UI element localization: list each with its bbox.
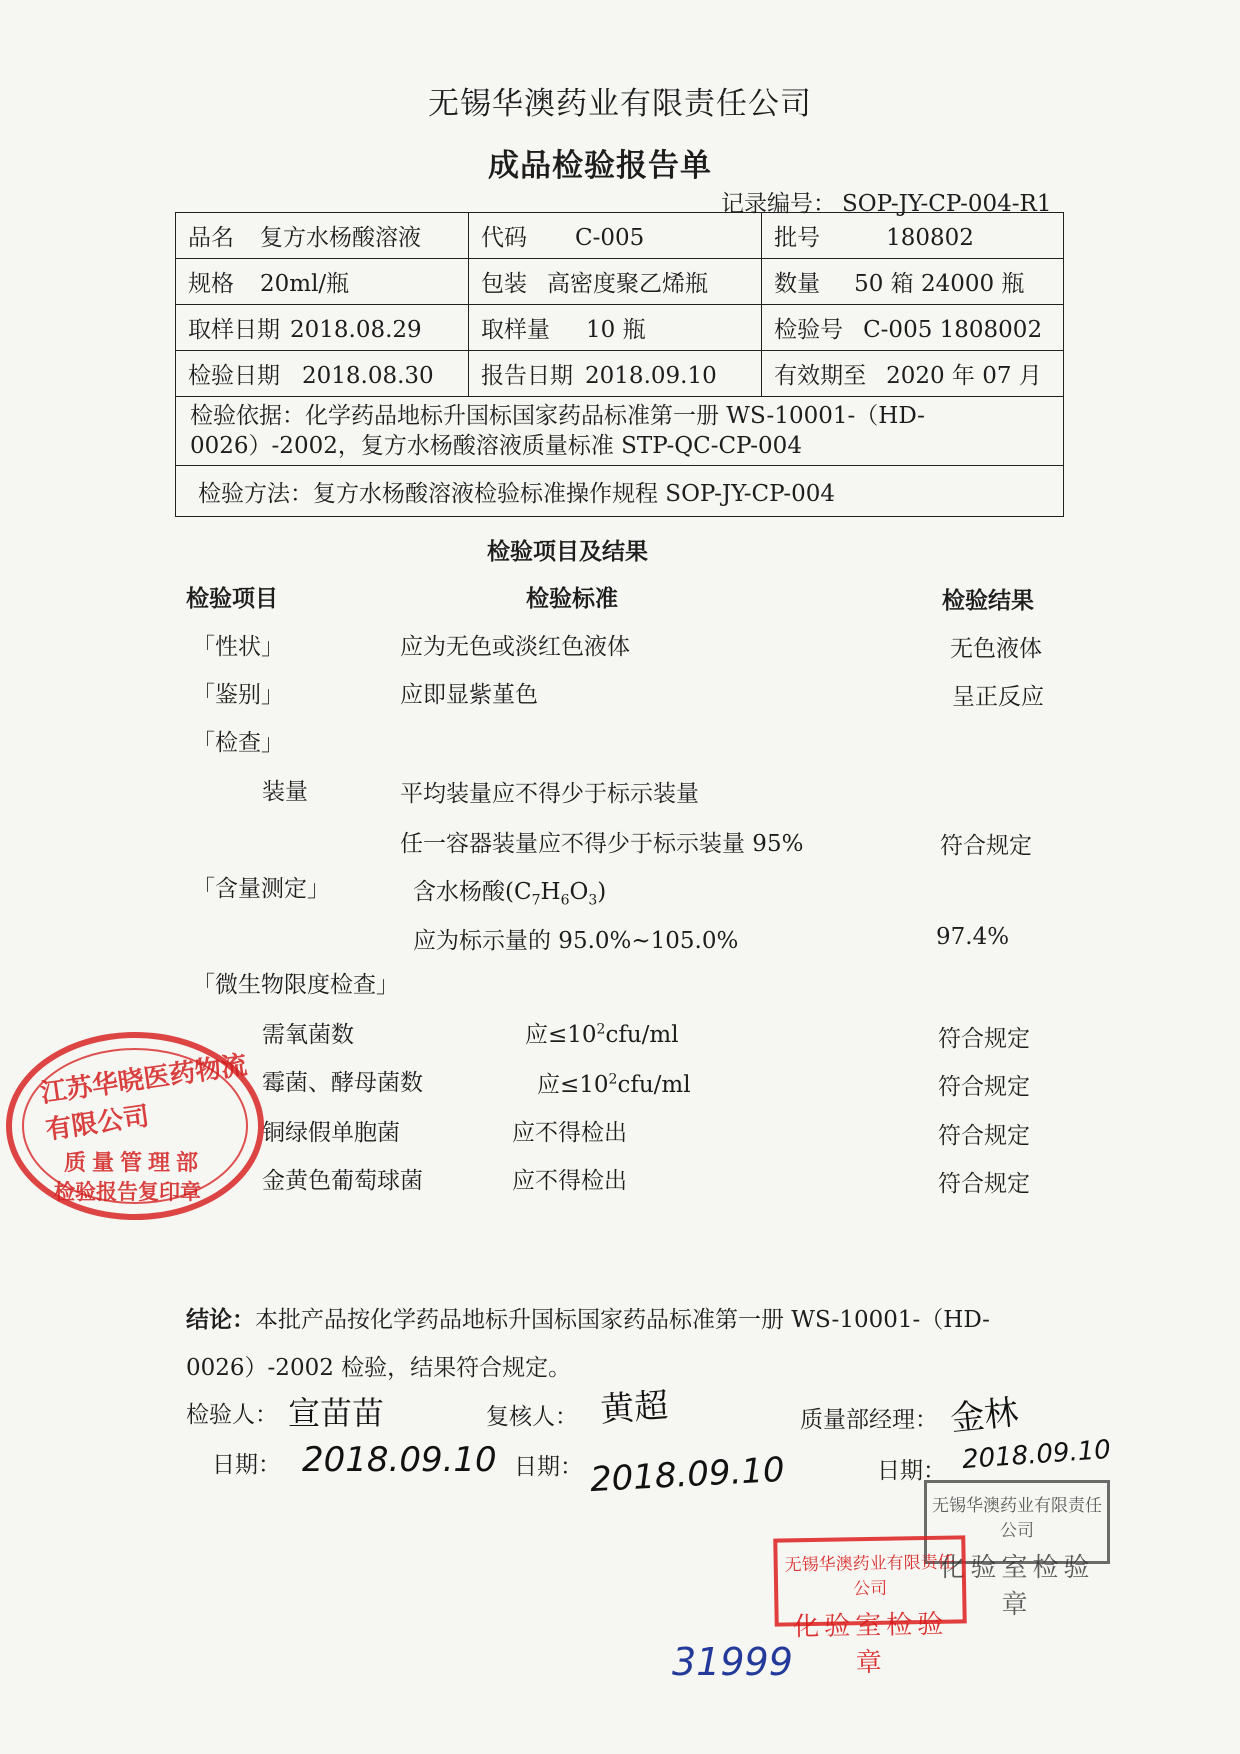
conclusion-label: 结论： bbox=[186, 1306, 255, 1333]
mold-item: 霉菌、酵母菌数 bbox=[262, 1070, 423, 1096]
record-number-label: 记录编号： bbox=[721, 191, 836, 217]
expiry-label: 有效期至 bbox=[774, 363, 867, 389]
test-date-label: 检验日期 bbox=[188, 363, 280, 389]
test-no-label: 检验号 bbox=[774, 317, 844, 343]
micro-item: 「微生物限度检查」 bbox=[192, 972, 399, 998]
test-method-value: 复方水杨酸溶液检验标准操作规程 SOP-JY-CP-004 bbox=[313, 480, 836, 507]
mold-standard-exp: 2 bbox=[608, 1071, 618, 1088]
test-date-value: 2018.08.30 bbox=[302, 363, 434, 389]
inspector-date-label: 日期： bbox=[212, 1452, 281, 1478]
assay-substance: 含水杨酸$(C_7H_6O_3)$ bbox=[413, 879, 607, 909]
company-name: 无锡华澳药业有限责任公司 bbox=[428, 86, 812, 122]
appearance-result: 无色液体 bbox=[950, 636, 1042, 662]
quantity-cell bbox=[762, 259, 1064, 305]
test-date-cell bbox=[176, 351, 469, 397]
red-stamp-purpose: 化验室检验章 bbox=[793, 1609, 949, 1679]
report-date-cell bbox=[469, 351, 762, 397]
aerobic-standard-unit: cfu/ml bbox=[605, 1022, 679, 1048]
staph-result: 符合规定 bbox=[938, 1171, 1030, 1197]
handwritten-blue-number: 31999 bbox=[672, 1640, 793, 1684]
spec-cell bbox=[176, 259, 469, 305]
fill-item: 装量 bbox=[262, 779, 308, 805]
code-label: 代码 bbox=[481, 225, 528, 251]
column-header-item: 检验项目 bbox=[186, 585, 278, 612]
pseudomonas-result: 符合规定 bbox=[938, 1123, 1030, 1149]
report-date-value: 2018.09.10 bbox=[585, 363, 717, 389]
code-cell bbox=[469, 213, 762, 259]
assay-standard: 应为标示量的 95.0%~105.0% bbox=[413, 928, 739, 954]
sample-amount-label: 取样量 bbox=[481, 317, 551, 343]
sample-date-value: 2018.08.29 bbox=[290, 317, 422, 343]
mold-standard bbox=[537, 1066, 691, 1099]
quantity-label: 数量 bbox=[774, 271, 821, 297]
sample-amount-cell bbox=[469, 305, 762, 351]
assay-result: 97.4% bbox=[936, 924, 1010, 950]
gray-stamp-purpose: 化验室检验章 bbox=[939, 1553, 1095, 1620]
sample-date-label: 取样日期 bbox=[188, 317, 280, 343]
column-header-result: 检验结果 bbox=[942, 587, 1034, 614]
check-item: 「检查」 bbox=[192, 730, 284, 756]
expiry-cell bbox=[762, 351, 1064, 397]
fill-standard-average: 平均装量应不得少于标示装量 bbox=[400, 781, 699, 807]
package-label: 包装 bbox=[481, 271, 528, 297]
spec-value: 20ml/瓶 bbox=[260, 271, 350, 297]
document-title: 成品检验报告单 bbox=[488, 148, 712, 184]
mold-standard-prefix: 应≤10 bbox=[537, 1072, 609, 1098]
inspector-date: 2018.09.10 bbox=[302, 1440, 497, 1480]
record-number-value: SOP-JY-CP-004-R1 bbox=[842, 191, 1052, 217]
staph-item: 金黄色葡萄球菌 bbox=[262, 1168, 423, 1194]
mold-result: 符合规定 bbox=[938, 1074, 1030, 1100]
aerobic-standard-exp: 2 bbox=[596, 1021, 606, 1038]
identification-item: 「鉴别」 bbox=[192, 682, 284, 708]
appearance-standard: 应为无色或淡红色液体 bbox=[400, 634, 630, 660]
identification-standard: 应即显紫堇色 bbox=[400, 682, 538, 708]
manager-label: 质量部经理： bbox=[800, 1407, 938, 1433]
staph-standard: 应不得检出 bbox=[512, 1168, 627, 1194]
appearance-item: 「性状」 bbox=[192, 634, 284, 660]
aerobic-standard bbox=[525, 1016, 679, 1049]
conclusion bbox=[186, 1296, 1106, 1392]
spec-label: 规格 bbox=[188, 271, 234, 297]
fill-standard-single: 任一容器装量应不得少于标示装量 95% bbox=[400, 831, 804, 857]
product-label: 品名 bbox=[188, 225, 234, 251]
aerobic-standard-prefix: 应≤10 bbox=[525, 1022, 597, 1048]
reviewer-label: 复核人： bbox=[486, 1404, 578, 1430]
product-info-table bbox=[175, 212, 1064, 517]
round-stamp-company: 江苏华晓医药物流有限公司 bbox=[38, 1050, 249, 1146]
test-no-cell bbox=[762, 305, 1064, 351]
manager-date-label: 日期： bbox=[877, 1458, 946, 1484]
test-no-value: C-005 1808002 bbox=[863, 317, 1043, 343]
test-basis-value: 化学药品地标升国标国家药品标准第一册 WS-10001-（HD-0026）-2002，复方水杨酸溶液质量标准 STP-QC-CP-004 bbox=[190, 403, 925, 459]
reviewer-date-label: 日期： bbox=[514, 1454, 583, 1480]
pseudomonas-standard: 应不得检出 bbox=[512, 1120, 627, 1146]
batch-cell bbox=[762, 213, 1064, 259]
inspector-signature: 宣苗苗 bbox=[288, 1394, 385, 1432]
manager-signature: 金林 bbox=[948, 1392, 1021, 1440]
test-method-cell bbox=[176, 466, 1064, 517]
gray-stamp-company: 无锡华澳药业有限责任公司 bbox=[932, 1496, 1102, 1541]
pseudomonas-item: 铜绿假单胞菌 bbox=[262, 1120, 400, 1146]
test-basis-cell bbox=[176, 397, 1064, 466]
lab-inspection-stamp-red bbox=[773, 1535, 967, 1679]
quantity-value: 50 箱 24000 瓶 bbox=[854, 271, 1025, 297]
mold-standard-unit: cfu/ml bbox=[617, 1072, 691, 1098]
batch-label: 批号 bbox=[774, 225, 821, 251]
assay-item: 「含量测定」 bbox=[192, 876, 330, 902]
product-cell bbox=[176, 213, 469, 259]
reviewer-signature: 黄超 bbox=[598, 1385, 670, 1431]
code-value: C-005 bbox=[575, 225, 645, 251]
product-value: 复方水杨酸溶液 bbox=[260, 225, 421, 251]
inspector-label: 检验人： bbox=[186, 1402, 278, 1428]
aerobic-item: 需氧菌数 bbox=[262, 1022, 354, 1048]
package-cell bbox=[469, 259, 762, 305]
package-value: 高密度聚乙烯瓶 bbox=[547, 271, 709, 297]
round-stamp-dept: 质量管理部 bbox=[64, 1150, 205, 1176]
round-stamp-purpose: 检验报告复印章 bbox=[54, 1179, 201, 1204]
red-stamp-company: 无锡华澳药业有限责任公司 bbox=[784, 1552, 955, 1600]
manager-date: 2018.09.10 bbox=[961, 1434, 1112, 1476]
expiry-value: 2020 年 07 月 bbox=[886, 363, 1042, 389]
report-date-label: 报告日期 bbox=[481, 363, 574, 389]
batch-value: 180802 bbox=[886, 225, 974, 251]
quality-dept-round-stamp bbox=[6, 1032, 264, 1220]
test-method-label: 检验方法： bbox=[198, 480, 313, 507]
test-basis-label: 检验依据： bbox=[190, 403, 305, 429]
identification-result: 呈正反应 bbox=[952, 684, 1044, 710]
reviewer-date: 2018.09.10 bbox=[589, 1449, 786, 1501]
conclusion-text: 本批产品按化学药品地标升国标国家药品标准第一册 WS-10001-（HD-0026）-2002 检验，结果符合规定。 bbox=[186, 1307, 990, 1381]
column-header-standard: 检验标准 bbox=[526, 585, 618, 612]
assay-substance-prefix: 含水杨酸(C bbox=[413, 879, 532, 905]
fill-result: 符合规定 bbox=[940, 833, 1032, 859]
aerobic-result: 符合规定 bbox=[938, 1026, 1030, 1052]
results-section-title: 检验项目及结果 bbox=[487, 538, 648, 565]
sample-amount-value: 10 瓶 bbox=[586, 317, 646, 343]
sample-date-cell bbox=[176, 305, 469, 351]
